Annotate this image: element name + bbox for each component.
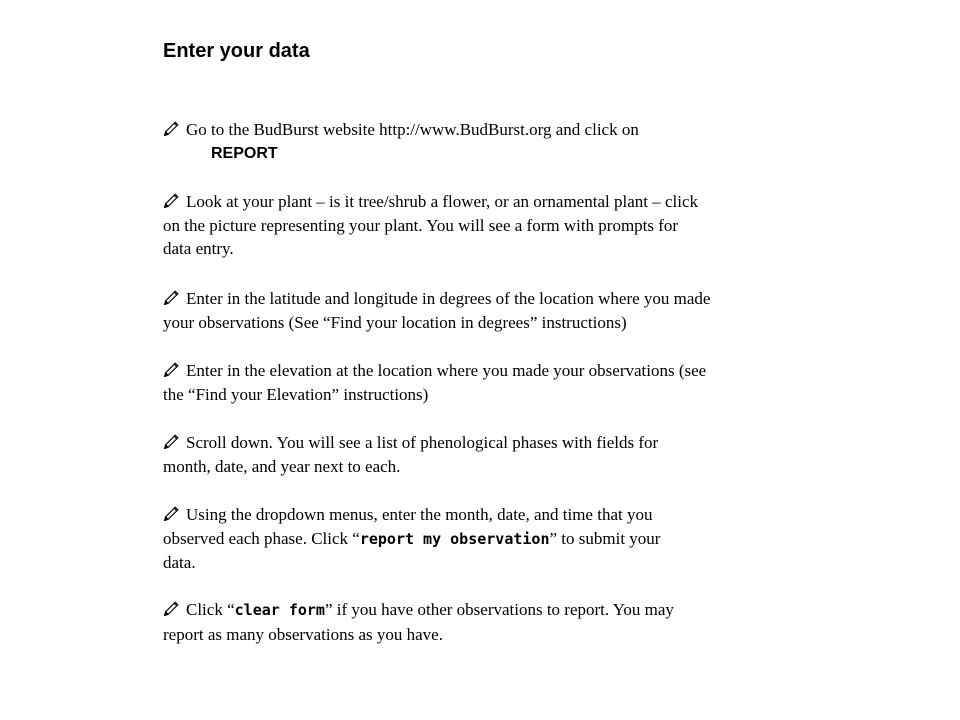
pencil-icon — [163, 601, 179, 617]
step-7 — [163, 598, 813, 646]
step-7-line-1-end: ” if you have other observations to report. You may — [324, 600, 674, 619]
step-3-line-2: your observations (See “Find your location in degrees” instructions) — [163, 312, 627, 332]
step-7-line-2: report as many observations as you have. — [163, 624, 443, 644]
step-6 — [163, 503, 813, 575]
step-4-line-1: Enter in the elevation at the location where you made your observations (see — [186, 361, 707, 380]
report-my-observation-label: report my observation — [359, 529, 550, 548]
step-2-line-1: Look at your plant – is it tree/shrub a flower, or an ornamental plant – click — [186, 192, 699, 211]
pencil-icon — [163, 290, 179, 306]
pencil-icon — [163, 121, 179, 137]
step-7-line-1-start: Click “ — [186, 600, 235, 619]
report-label: REPORT — [211, 144, 278, 162]
step-3 — [163, 287, 813, 334]
step-6-line-2-start: observed each phase. Click “ — [163, 528, 360, 548]
step-4 — [163, 359, 813, 406]
pencil-icon — [163, 506, 179, 522]
step-5-line-2: month, date, and year next to each. — [163, 456, 401, 476]
step-6-line-3: data. — [163, 553, 196, 572]
pencil-icon — [163, 362, 179, 378]
step-3-line-1: Enter in the latitude and longitude in degrees of the location where you made — [186, 289, 711, 308]
step-1-text: Go to the BudBurst website http://www.BudBurst.org and click on — [186, 120, 639, 139]
step-2 — [163, 190, 813, 261]
page-title: Enter your data — [163, 40, 310, 62]
step-4-line-2: the “Find your Elevation” instructions) — [163, 384, 429, 404]
step-5 — [163, 431, 813, 478]
step-5-line-1: Scroll down. You will see a list of phenological phases with fields for — [186, 433, 659, 452]
step-2-line-3: data entry. — [163, 239, 234, 258]
step-6-line-1: Using the dropdown menus, enter the month, date, and time that you — [186, 505, 653, 524]
clear-form-label: clear form — [234, 601, 325, 619]
pencil-icon — [163, 434, 179, 450]
step-1 — [163, 118, 813, 165]
step-2-line-2: on the picture representing your plant. You will see a form with prompts for — [163, 215, 679, 235]
step-6-line-2-end: ” to submit your — [549, 528, 661, 548]
pencil-icon — [163, 193, 179, 209]
